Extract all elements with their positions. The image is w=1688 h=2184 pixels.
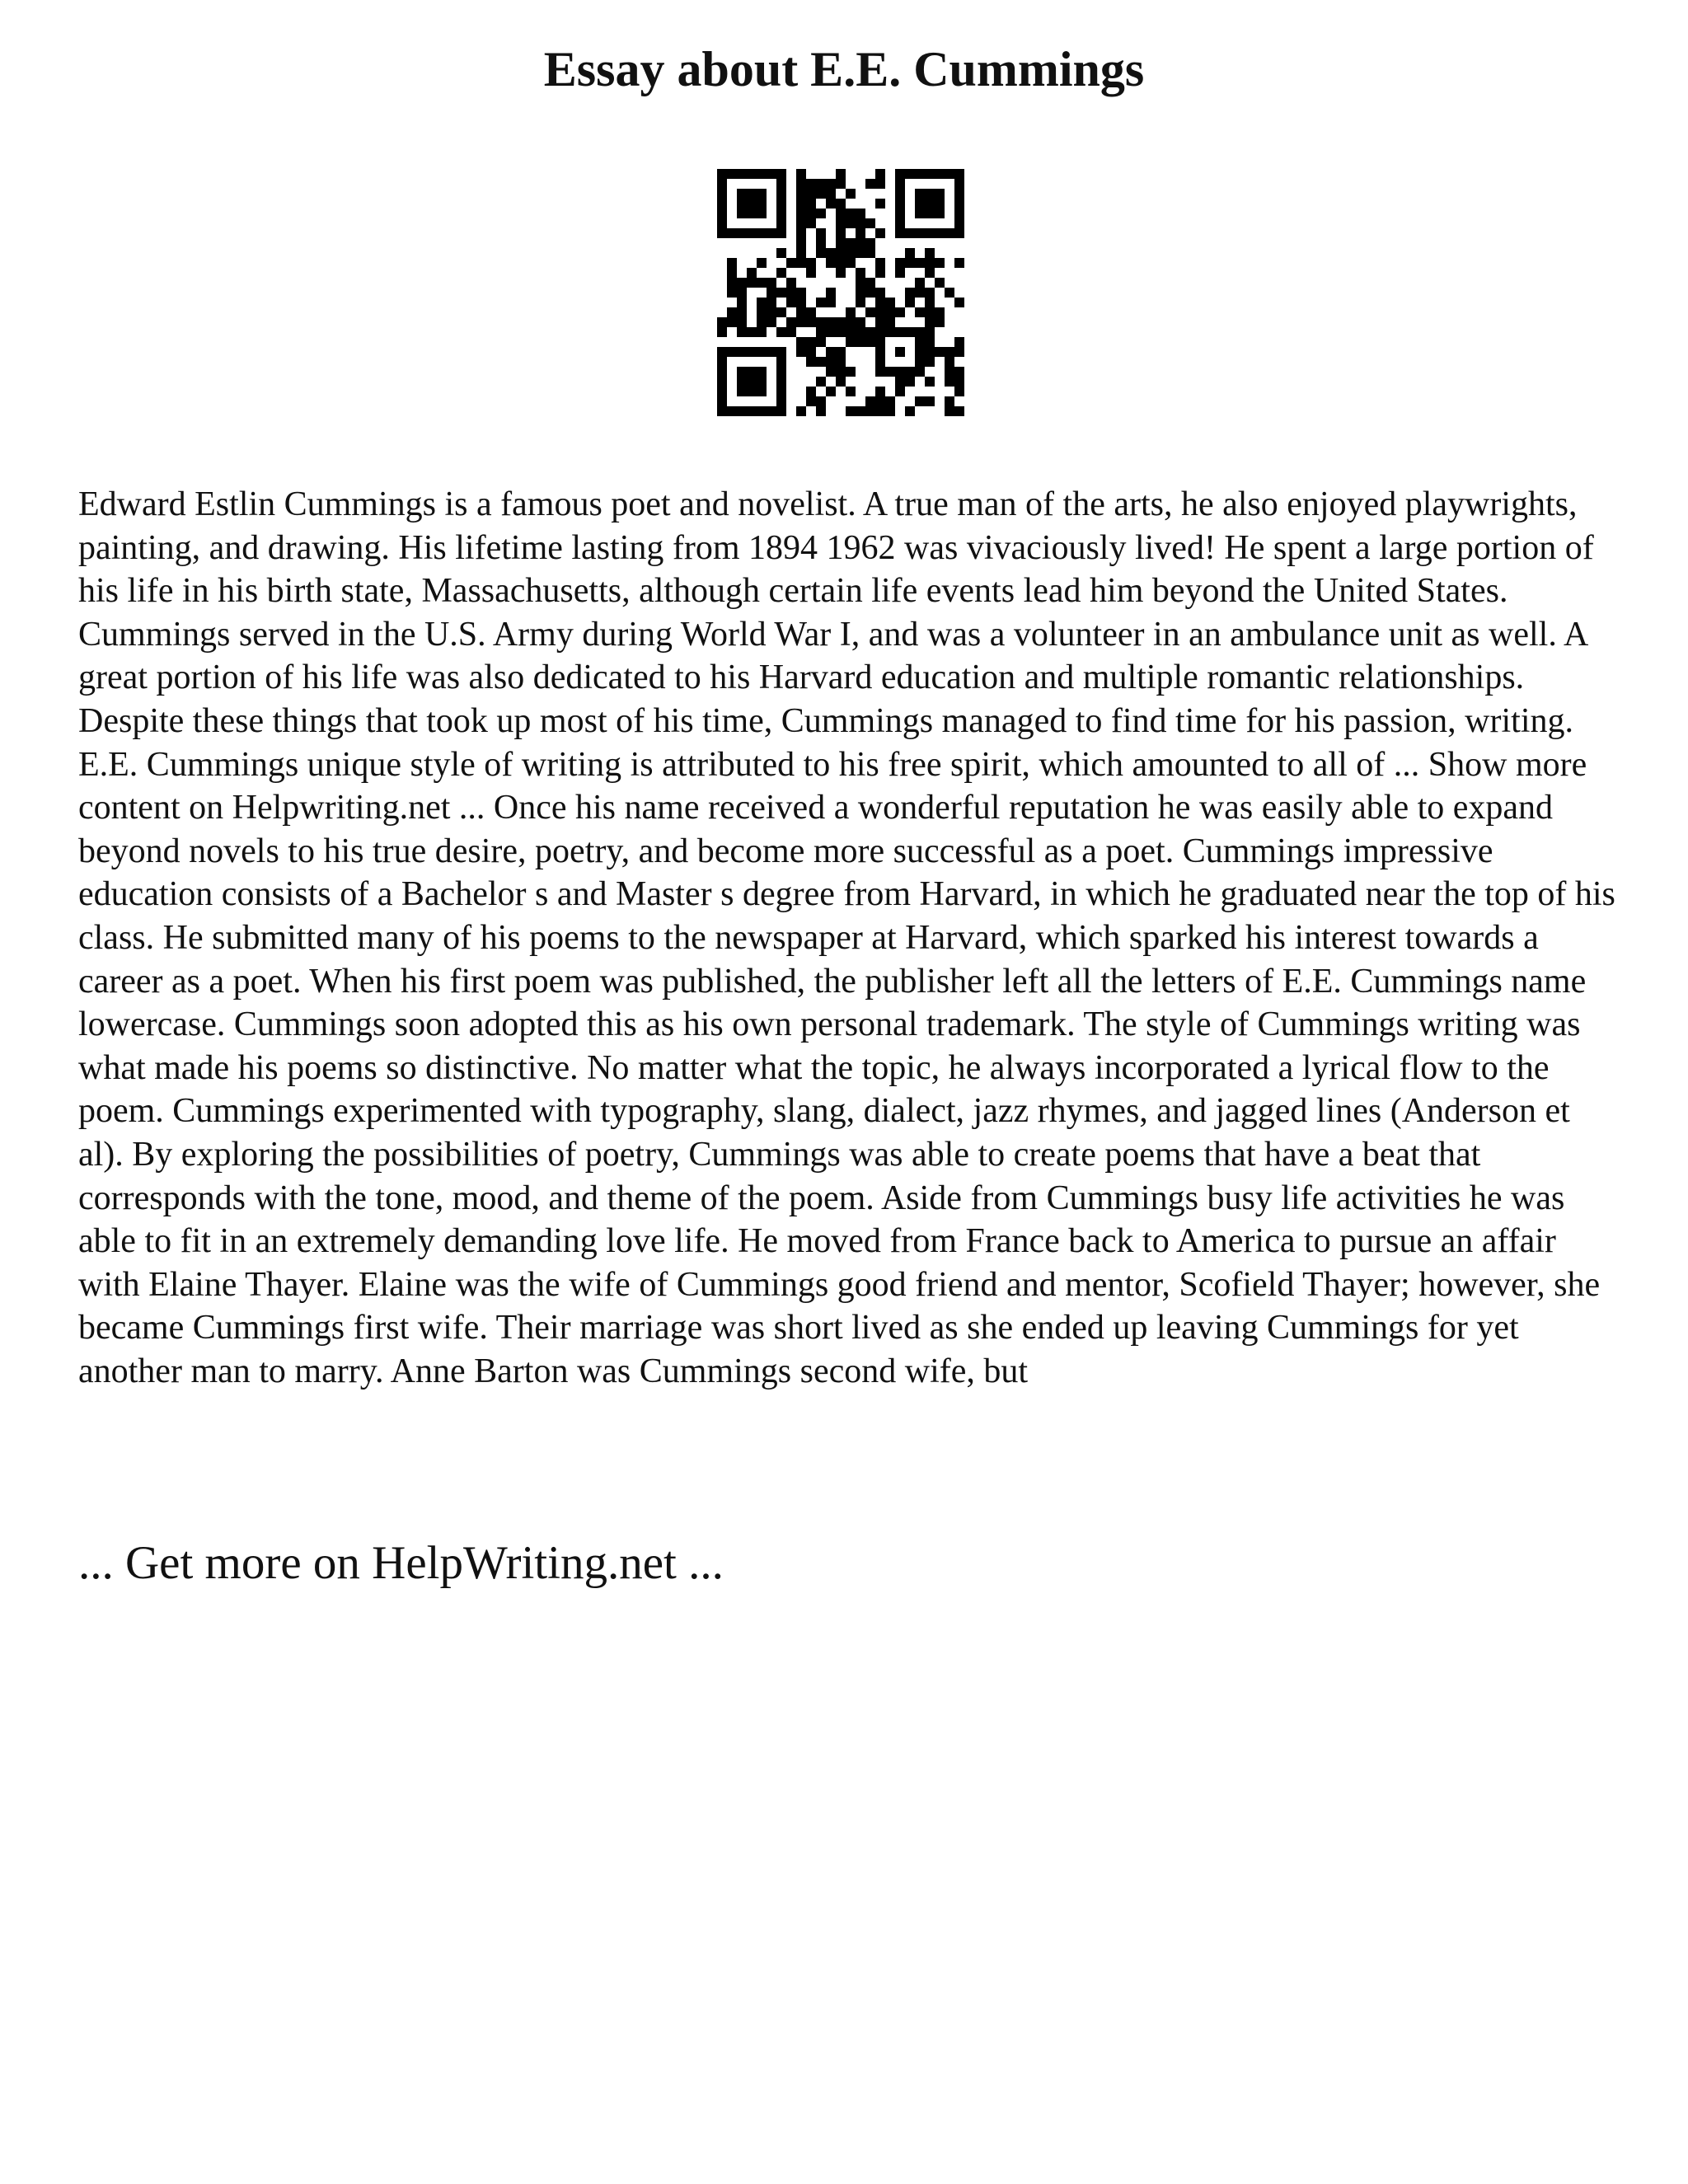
essay-body: Edward Estlin Cummings is a famous poet and novelist. A true man of the arts, he also enjoyed playwrights, painting, and drawing. His lifetime lasting from 1894 1962 was vivaciously lived! He spent a large portion of his life in his birth state, Massachusetts, although certain life events lead him beyond the United States. Cummings served in the U.S. Army during World War I, and was a volunteer in an ambulance unit as well. A great portion of his life was also dedicated to his Harvard education and multiple romantic relationships. Despite these things that took up most of his time, Cummings managed to find time for his passion, writing. E.E. Cummings unique style of writing is attributed to his free spirit, which amounted to all of ... Show more content on Helpwriting.net ... Once his name received a wonderful reputation he was easily able to expand beyond novels to his true desire, poetry, and become more successful as a poet. Cummings impressive education consists of a Bachelor s and Master s degree from Harvard, in which he graduated near the top of his class. He submitted many of his poems to the newspaper at Harvard, which sparked his interest towards a career as a poet. When his first poem was published, the publisher left all the letters of E.E. Cummings name lowercase. Cummings soon adopted this as his own personal trademark. The style of Cummings writing was what made his poems so distinctive. No matter what the topic, he always incorporated a lyrical flow to the poem. Cummings experimented with typography, slang, dialect, jazz rhymes, and jagged lines (Anderson et al). By exploring the possibilities of poetry, Cummings was able to create poems that have a beat that corresponds with the tone, mood, and theme of the poem. Aside from Cummings busy life activities he was able to fit in an extremely demanding love life. He moved from France back to America to pursue an affair with Elaine Thayer. Elaine was the wife of Cummings good friend and mentor, Scofield Thayer; however, she became Cummings first wife. Their marriage was short lived as she ended up leaving Cummings for yet another man to marry. Anne Barton was Cummings second wife, but	[78, 485, 1615, 1390]
page-title: Essay about E.E. Cummings	[543, 42, 1145, 96]
get-more-link[interactable]: ... Get more on HelpWriting.net ...	[78, 1537, 724, 1589]
qr-code-icon	[717, 169, 964, 416]
